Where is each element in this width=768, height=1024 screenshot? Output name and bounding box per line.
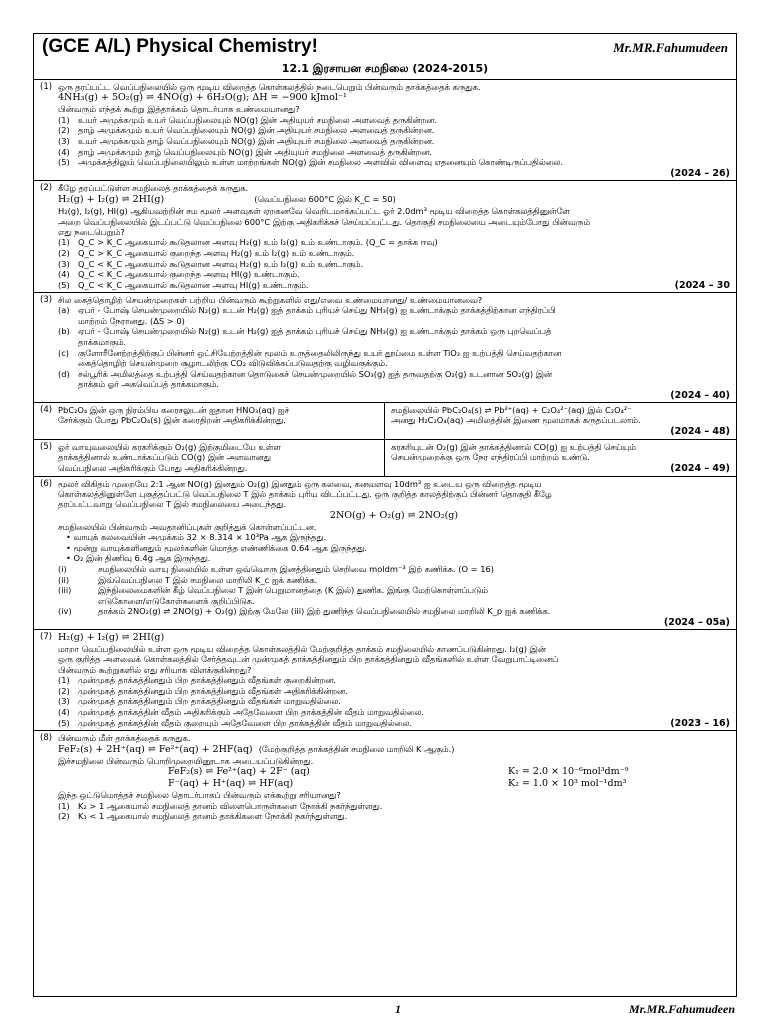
question-8 (34, 731, 736, 823)
sub-question: (i) சமநிலையில் வாயு நிலையில் உள்ள ஒவ்வொரு இனத்தினதும் செறிவை moldm⁻³ இற் கணிக்க. (O = 16) (58, 563, 495, 574)
option: (1) Q_C > K_C ஆகையால் கூடுதலான அளவு H₂(g) உம் I₂(g) உம் உண்டாகும். (Q_C = தாக்க ஈவு) (58, 237, 438, 248)
reaction-equation: 2NO(g) + O₂(g) ⇌ 2NO₂(g) (329, 509, 459, 521)
question-3 (34, 293, 736, 403)
statement-text: கரகரியுடன் O₂(g) இன் தாக்கத்தினால் CO(g) ஐ உற்பத்தி செய்யும் (391, 441, 636, 452)
question-text: பின்வரும் கூற்றுகளில் எது சரியாக விளக்குகின்றது? (58, 664, 252, 675)
question-intro: சில கைத்தொழிற் செயன்முறைகள் பற்றிய பின்வரும் கூற்றுகளில் எது/எவை உண்மையானது/ உண்மையானவை? (58, 294, 483, 305)
question-text: தரப்பட்டவாறு வெப்பநிலை T இல் சமநிலையை அடைந்தது. (58, 499, 287, 510)
statement-right (385, 403, 736, 439)
condition-note: (மேற்குறித்த தாக்கத்தின் சமநிலை மாறிலி K ஆகும்.) (258, 743, 455, 754)
option: (3) முன்முகத் தாக்கத்தினதும் பிற தாக்கத்தினதும் வீதங்கள் மாறுவதில்லை. (58, 696, 341, 707)
page-number: 1 (395, 1002, 401, 1016)
reaction-equation: 4NH₃(g) + 5O₂(g) ⇌ 4NO(g) + 6H₂O(g); ΔH = −900 kJmol⁻¹ (58, 92, 347, 104)
question-text: ஒரு குறித்த அளவைக் கொள்கலத்தில் சேர்த்தவுடன் முன்முகத் தாக்கத்தினதும் பிற தாக்கத்தினதும் வீதங்களில் உள்ள வேறுபாட்டினைப் (58, 654, 559, 665)
statement-text: அனது H₂C₂O₄(aq) அமிலத்தின் இணை மூலமாகக் கருதப்படலாம். (391, 415, 641, 426)
course-title: (GCE A/L) Physical Chemistry! (42, 36, 318, 57)
question-text: கொள்கலத்தினுள்ளே புகுத்தப்பட்டு வெப்பநிலை T இல் தாக்கம் புரிய விடப்பட்டது. ஒரு குறித்த காலத்திற்குப் பின்னர் தொகுதி கீழே (58, 488, 552, 499)
option: (4) முன்முகத் தாக்கத்தின் வீதம் அதிகரிக்கும் அதேவேளை பிற தாக்கத்தின் வீதம் மாறுவதில்லை. (58, 706, 424, 717)
year-tag: (2024 – 40) (670, 389, 730, 401)
year-tag: (2024 – 05a) (663, 616, 730, 628)
option: (4) தாழ் அமுக்கமும் தாழ் வெப்பநிலையும் NO(g) இன் அதியுயர் சமநிலை அளவைத் தருகின்றன. (58, 146, 432, 157)
statement: கைத்தொழிற் செயன்முறை சூழாடலிற்கு CO₂ விடுவிக்கப்படுவதற்கு வழிவகுக்கும். (78, 358, 388, 369)
statement: (d) சல்பூரிக் அமிலத்தை உற்பத்தி செய்வதற்கான தொடுகைச் செயன்முறையில் SO₃(g) ஐத் தருவதற்கு O₂(g) உடனான SO₂(g) இன் (58, 368, 552, 379)
option: (2) Q_C > K_C ஆகையால் குறைந்த அளவு H₂(g) உம் I₂(g) உம் உண்டாகும். (58, 248, 355, 258)
question-1 (34, 80, 736, 181)
statement-left (34, 440, 385, 476)
option: (4) Q_C < K_C ஆகையால் குறைந்த அளவு HI(g) உண்டாகும். (58, 269, 300, 280)
option: (5) அமுக்கத்திலும் வெப்பநிலையிலும் உள்ள மாற்றங்கள் NO(g) இன் சமநிலை அளவில் விளைவு எதனையும் கொண்டிருப்பதில்லை. (58, 157, 563, 168)
chapter-subtitle: 12.1 இரசாயன சமநிலை (2024-2015) (34, 62, 736, 80)
statement: தாக்கம் ஓர் அகவெப்பத் தாக்கமாகும். (78, 379, 219, 390)
statement: மாற்றம் நேரானது. (ΔS > 0) (78, 315, 185, 326)
question-5 (34, 440, 736, 477)
question-number: (4) (40, 404, 53, 415)
sub-question: (iv) தாக்கம் 2NO₂(g) ⇌ 2NO(g) + O₂(g) இற்கு மேலே (iii) இற் துணிந்த வெப்பநிலையில் சமநிலை மாறிலி K_p ஐக் கணிக்க. (58, 606, 551, 617)
option: (1) K₂ > 1 ஆகையால் சமநிலைத் தானம் விளைபொருள்களை நோக்கி நகர்ந்துள்ளது. (58, 800, 383, 811)
year-tag: (2024 – 48) (670, 425, 730, 437)
question-intro: பின்வரும் மீள் தாக்கத்தைக் கருதுக. (58, 732, 191, 743)
statement: (b) ஏபர் - போஷ் செயன்முறையில் N₂(g) உடன் H₂(g) ஐத் தாக்கம் புரியச் செய்து NH₃(g) ஐ உண்டாக்கும் தாக்கம் ஒரு புறவெப்பத் (58, 326, 552, 337)
page-header (34, 34, 736, 62)
option: (3) உயர் அமுக்கமும் தாழ் வெப்பநிலையும் NO(g) இன் அதியுயர் சமநிலை அளவைத் தருகின்றன. (58, 136, 435, 146)
statement-text: தாக்கத்தினால் உண்டாக்கப்படும் CO(g) இன் அளவானது (58, 452, 271, 463)
exam-page (33, 33, 737, 997)
option: (2) முன்முகத் தாக்கத்தினதும் பிற தாக்கத்தினதும் வீதங்கள் அதிகரிக்கின்றன. (58, 685, 348, 696)
question-text: மாறா வெப்பநிலையில் உள்ள ஒரு மூடிய விறைத்த கொள்கலத்தில் மேற்குறித்த தாக்கம் சமநிலையில் காணப்படுகின்றது. I₂(g) இன் (58, 643, 546, 654)
statement-text: செயன்முறைக்கு ஒரு நேர எந்திரப்பி மாற்றம் உண்டு. (391, 452, 590, 463)
reaction-equation: H₂(g) + I₂(g) ⇌ 2HI(g) (58, 631, 165, 643)
statement: தாக்கமாகும். (78, 336, 127, 347)
year-tag: (2024 – 26) (670, 167, 730, 179)
statement-text: சமநிலையில் PbC₂O₄(s) ⇌ Pb²⁺(aq) + C₂O₄²⁻(aq) இல் C₂O₄²⁻ (391, 404, 632, 415)
question-text: இச்சமநிலை பின்வரும் பொறிமுறையினூடாக அடையப்படுகின்றது. (58, 755, 314, 766)
question-intro: கீழே தரப்பட்டுள்ள சமநிலைத் தாக்கத்தைக் கருதுக. (58, 182, 249, 193)
option: (1) முன்முகத் தாக்கத்தினதும் பிற தாக்கத்தினதும் வீதங்கள் குறைகின்றன. (58, 675, 336, 686)
year-tag: (2024 – 30 (674, 279, 730, 291)
observation-bullet: • O₂ இன் திணிவு 6.4g ஆக இருந்தது. (66, 553, 211, 564)
statement-text: சேர்க்கும் போது PbC₂O₄(s) இன் கரைதிறன் அதிகரிக்கின்றது. (58, 415, 286, 426)
question-number: (1) (40, 82, 53, 92)
question-number: (3) (40, 294, 53, 305)
statement-right (385, 440, 736, 476)
question-4 (34, 403, 736, 440)
question-text: அறை வெப்பநிலையில் இடப்பட்டு வெப்பநிலை 600°C இற்கு அதிகரிக்கச் செய்யப்பட்டது. தொகுதி சமநிலையை அடையும்போது பின்வரும் (58, 216, 591, 227)
mechanism-step-1: FeF₂(s) ⇌ Fe²⁺(aq) + 2F⁻ (aq) K₁ = 2.0 × 10⁻⁶mol³dm⁻⁹ (168, 766, 629, 778)
question-text: மூலர் விகிதம் முறையே 2:1 ஆன NO(g) இனதும் O₂(g) இனதும் ஒரு கலவை, கனவளவு 10dm³ ஐ உடைய ஒரு விறைத்த மூடிய (58, 478, 542, 489)
header-author: Mr.MR.Fahumudeen (613, 40, 728, 55)
question-2 (34, 181, 736, 293)
option: (5) Q_C < K_C ஆகையால் கூடுதலான அளவு HI(g) உண்டாகும். (2024 – 30 (58, 279, 730, 291)
option: (3) Q_C < K_C ஆகையால் கூடுதலான அளவு H₂(g) உம் I₂(g) உம் உண்டாகும். (58, 258, 364, 269)
observation-bullet: • மூன்று வாயுக்களினதும் மூலர்களின் மொத்த எண்ணிக்கை 0.64 ஆக இருந்தது. (66, 542, 367, 553)
option: (2) K₁ < 1 ஆகையால் சமநிலைத் தானம் தாக்கிகளை நோக்கி நகர்ந்துள்ளது. (58, 811, 348, 822)
question-number: (2) (40, 182, 53, 193)
statement-text: ஓர் வாயுவலையில் கரகரிக்கும் O₂(g) இற்குமிடையே உள்ள (58, 441, 281, 452)
footer-author: Mr.MR.Fahumudeen (628, 1002, 735, 1016)
sub-question: எடுகோளை/எடுகோள்களைக் குறிப்பிடுக. (98, 595, 255, 606)
page-footer (33, 1000, 737, 1020)
question-intro: ஒரு தரப்பட்ட வெப்பநிலையில் ஒரு மூடிய விறைத்த கொள்கலத்தில் நடைபெறும் பின்வரும் தாக்கத்தைக் கருதுக. (58, 82, 481, 92)
statement: (a) ஏபர் - போஷ் செயன்முறையில் N₂(g) உடன் H₂(g) ஐத் தாக்கம் புரியச் செய்து NH₃(g) ஐ உண்டாக்கும் தாக்கத்திற்கான எந்திரப்பி (58, 305, 556, 316)
question-text: எது நடைபெறும்? (58, 227, 125, 237)
statement-text: PbC₂O₄ இன் ஒரு நிரம்பிய கரைசலுடன் ஐதான HNO₃(aq) ஐச் (58, 404, 290, 415)
question-number: (6) (40, 478, 53, 489)
sub-question: (iii) இந்நிலைமைகளின் கீழ் வெப்பநிலை T இன் பெறுமானத்தை (K இல்) துணிக. இங்கு மேற்கொள்ளப்படும் (58, 585, 488, 596)
statement-left (34, 403, 385, 439)
observation-bullet: • வாயுக் கலவையின் அமுக்கம் 32 × 8.314 × 10³Pa ஆக இருந்தது. (66, 532, 327, 543)
condition-note: (வெப்பநிலை 600°C இல் K_C = 50) (254, 194, 396, 205)
reaction-equation: FeF₂(s) + 2H⁺(aq) ⇌ Fe²⁺(aq) + 2HF(aq) (மேற்குறித்த தாக்கத்தின் சமநிலை மாறிலி K ஆகும்.) (58, 743, 455, 755)
option: (2) தாழ் அமுக்கமும் உயர் வெப்பநிலையும் NO(g) இன் அதியுயர் சமநிலை அளவைத் தருகின்றன. (58, 125, 435, 136)
question-number: (8) (40, 732, 53, 743)
year-tag: (2023 – 16) (670, 717, 730, 729)
statement-text: வெப்பநிலை அதிகரிக்கும் போது அதிகரிக்கின்றது. (58, 462, 248, 473)
question-number: (5) (40, 441, 53, 452)
question-text: சமநிலையில் பின்வரும் அவதானிப்புகள் குறித்துக் கொள்ளப்பட்டன. (58, 521, 317, 532)
statement: (c) குளோரீனேற்றத்திற்குப் பின்னர் ஒட்சியேற்றத்தின் மூலம் உருத்தைலிலிருந்து உயர் தூய்மை உள்ள TiO₂ ஐ உற்பத்தி செய்வதற்கான (58, 347, 562, 358)
option: (5) முன்முகத் தாக்கத்தின் வீதம் குறையும் அதேவேளை பிற தாக்கத்தின் வீதம் மாறுவதில்லை. (2023 – 16) (58, 717, 730, 729)
question-prompt: பின்வரும் எந்தக் கூற்று இத்தாக்கம் தொடர்பாக உண்மையானது? (58, 104, 300, 115)
option: (1) உயர் அமுக்கமும் உயர் வெப்பநிலையும் NO(g) இன் அதியுயர் சமநிலை அளவைத் தருகின்றன. (58, 114, 437, 125)
sub-question: (ii) இவ்வெப்பநிலை T இல் சமநிலை மாறிலி K_c ஐக் கணிக்க. (58, 574, 318, 585)
question-6 (34, 477, 736, 630)
question-text: H₂(g), I₂(g), HI(g) ஆகியவற்றின் சம மூலர் அளவுகள் ஏறகனவே வெறிடமாக்கப்பட்ட ஓர் 2.0dm³ மூடிய விறைத்த கொள்கலத்தினுள்ளே (58, 206, 571, 217)
year-tag: (2024 – 49) (670, 462, 730, 474)
question-number: (7) (40, 631, 53, 642)
mechanism-step-2: F⁻(aq) + H⁺(aq) ⇌ HF(aq) K₂ = 1.0 × 10³ mol⁻¹dm³ (168, 778, 627, 790)
question-text: இந்த ஒட்டுமொத்தச் சமநிலை தொடர்பாகப் பின்வரும் எக்கூற்று சரியானது? (58, 790, 341, 801)
reaction-equation: H₂(g) + I₂(g) ⇌ 2HI(g) (வெப்பநிலை 600°C இல் K_C = 50) (58, 194, 396, 206)
question-7 (34, 630, 736, 731)
